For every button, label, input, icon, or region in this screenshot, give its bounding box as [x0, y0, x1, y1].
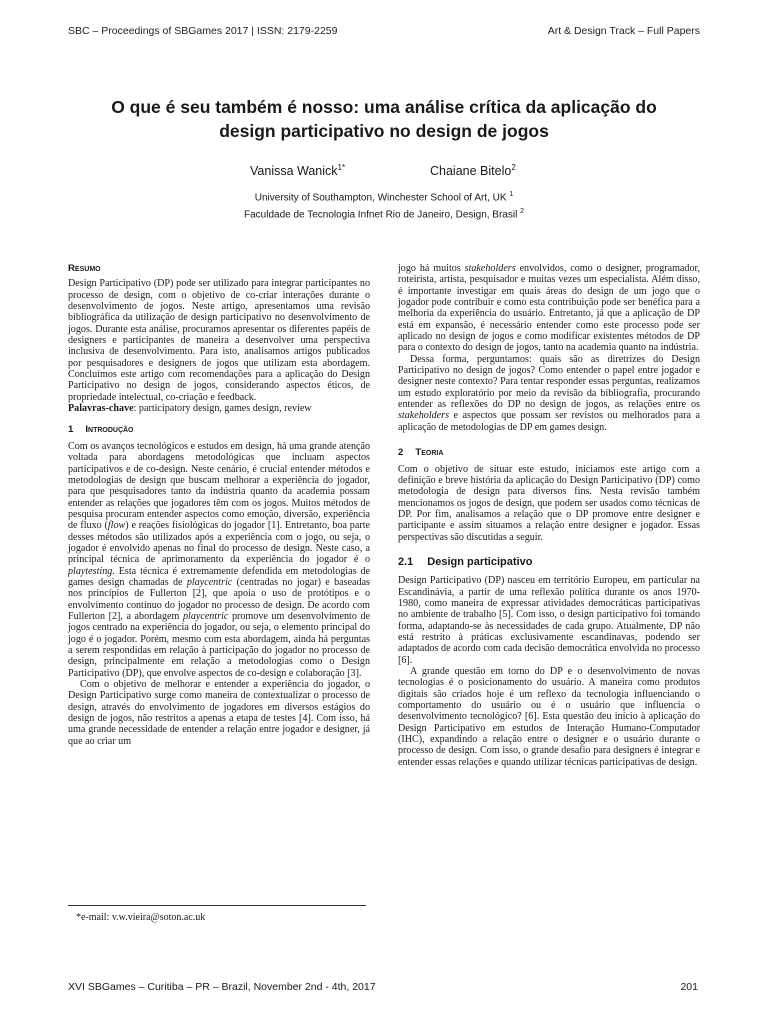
- text-run: Com os avanços tecnológicos e estudos em design, há uma grande atenção voltada para abordagens metodológicas que incluam aspectos participativos e de co-design. Neste cenário, é crucial entender métodos e metodologias de design que buscam melhorar a experiência do jogador, para que pesquisadores tanto da indústria quanto da academia possam entender as relações que jogadores têm com os jogos. Muitos métodos de pesquisa procuram entender aspectos como emoção, diversão, experiência de fluxo (: [68, 440, 370, 532]
- affiliation-sup: 2: [520, 208, 524, 215]
- section-title: Teoria: [415, 447, 444, 459]
- participatory-design-paragraph-2: A grande questão em torno do DP e o desenvolvimento de novas tecnologias é o posicionamento do usuário. A maneira como produtos digitais são criados hoje é um reflexo da tecnologia influenciando o comportamento do usuário ou é o usuário que influencia o desenvolvimento tecnológico? [6]. Esta questão deu início à aplicação do Design Participativo em estudos de Interação Humano-Computador (IHC), expandindo a relação entre o designer e o usuário durante o processo de design. Com isso, o grande desafio para designers é integrar e entender essas relações e quando utilizar técnicas participativas de design.: [398, 666, 700, 768]
- author-sup: 1*: [337, 163, 346, 172]
- title-line-2: design participativo no design de jogos: [219, 121, 549, 141]
- affiliation-text: University of Southampton, Winchester School of Art, UK: [254, 192, 510, 204]
- intro-paragraph-4: [398, 354, 700, 433]
- text-run: Dessa forma, perguntamos: quais são as diretrizes do Design Participativo no design de jogos? Como entender o papel entre jogador e designer neste contexto? Para tentar responder essas perguntas, realizamos um estudo exploratório por meio da revisão da bibliografia, procurando entender as reflexões do DP no design de jogos, as relações entre os: [398, 353, 700, 411]
- running-header-left: SBC – Proceedings of SBGames 2017 | ISSN: 2179-2259: [68, 25, 338, 37]
- author-2: [430, 163, 516, 178]
- section-2-heading: [398, 447, 700, 458]
- text-run: envolvidos, como o designer, programador, roteirista, artista, pesquisador e muitas vezes um especialista. Além disso, é importante investigar em quais áreas do design de um jogo que o jogador pode contribuir e como esta contribuição pode ser benéfica para a melhoria da experiência do usuário. Entretanto, já que a aplicação de DP está em expansão, é necessário entender como este processo pode ser aplicado no design de jogos e como modificar existentes métodos de DP para o contexto do design de jogos, tanto na academia quanto na indústria.: [398, 263, 700, 354]
- affiliation-sup: 1: [509, 191, 514, 198]
- section-title: Introdução: [85, 424, 134, 436]
- author-1: [250, 163, 345, 178]
- section-number: 1: [68, 424, 74, 436]
- term-stakeholders: stakeholders: [398, 410, 450, 422]
- running-header-right: Art & Design Track – Full Papers: [547, 25, 700, 37]
- intro-paragraph-3: [398, 263, 700, 354]
- author-name: Chaiane Bitelo: [430, 164, 512, 179]
- keywords: [68, 403, 370, 414]
- affiliation-2: [0, 208, 768, 220]
- text-run: jogo há muitos: [398, 263, 465, 274]
- keywords-label: Palavras-chave: [68, 403, 134, 415]
- intro-paragraph-2: Com o objetivo de melhorar e entender a experiência do jogador, o Design Participativo surge como maneira de contextualizar o processo de design, através do envolvimento de jogadores em diversos estágios do design de jogos, não restritos a apenas a etapa de testes [4]. Com isso, há uma grande necessidade de entender a relação entre jogador e designer, já que ao criar um: [68, 679, 370, 747]
- intro-paragraph-1: [68, 441, 370, 679]
- term-playcentric: playcentric: [186, 576, 233, 588]
- keywords-list: : participatory design, games design, review: [133, 403, 312, 415]
- participatory-design-paragraph-1: Design Participativo (DP) nasceu em território Europeu, em particular na Escandinávia, a partir de uma reflexão política durante os anos 1970-1980, como maneira de expressar atividades democráticas participativas no ambiente de trabalho [5]. Com isso, o design participativo foi tomando forma, adaptando-se às necessidades de cada grupo. Atualmente, DP não está restrito à práticas exclusivamente escandinavas, podendo ser adaptados de acordo com cada decisão democrática envolvida no processo [6].: [398, 575, 700, 666]
- title-line-1: O que é seu também é nosso: uma análise crítica da aplicação do: [111, 97, 657, 117]
- abstract-text: Design Participativo (DP) pode ser utilizado para integrar participantes no processo de design, com o objetivo de co-criar interações durante o desenvolvimento de jogos. Neste artigo, apresentamos uma revisão bibliográfica da utilização de design participativo no desenvolvimento de jogos. Durante esta análise, procuramos apresentar os diferentes papéis de designers e participantes de maneira a desenvolver uma perspectiva inclusiva de desenvolvimento. Para isto, analisamos artigos publicados por pesquisadores e designers de jogos que utilizam esta abordagem. Concluímos este artigo com recomendações para a aplicação do Design Participativo no design de jogos, considerando aspectos éticos, de propriedade intelectual, co-criação e feedback.: [68, 278, 370, 403]
- section-number: 2.1: [398, 555, 414, 568]
- page-number: 201: [680, 981, 698, 993]
- footnote-email: *e-mail: v.w.vieira@soton.ac.uk: [76, 912, 206, 923]
- text-run: promove um desenvolvimento de jogos centrado na experiência do jogador, ou seja, o elemento principal do jogo é o jogador. Porém, mesmo com esta abordagem, ainda há perguntas a serem respondidas em relação à participação do jogador no processo de design, principalmente em relação a metodologias como o Design Participativo (DP), que envolve aspectos de co-design e colaboração [3].: [68, 610, 370, 679]
- theory-paragraph-1: Com o objetivo de situar este estudo, iniciamos este artigo com a definição e breve história da aplicação do Design Participativo (DP) como metodologia de design para diversos fins. Nesta revisão também mencionamos os jogos de design, que podem ser usados como técnicas de DP. Por fim, analisamos a relação que o DP promove entre designer e participante e assim situamos a relação entre designer e jogador. Essas perspectivas são discutidas a seguir.: [398, 463, 700, 543]
- term-flow: flow: [107, 520, 126, 532]
- abstract-heading: Resumo: [68, 263, 101, 274]
- section-1-heading: [68, 424, 370, 435]
- author-name: Vanissa Wanick: [250, 164, 338, 179]
- conference-footer: XVI SBGames – Curitiba – PR – Brazil, November 2nd - 4th, 2017: [68, 981, 376, 993]
- section-2-1-heading: [398, 557, 700, 568]
- left-column: [68, 263, 370, 747]
- right-column: [398, 263, 700, 768]
- term-playtesting: playtesting: [68, 565, 113, 577]
- term-stakeholders: stakeholders: [464, 263, 516, 274]
- author-sup: 2: [511, 163, 516, 172]
- term-playcentric: playcentric: [182, 610, 229, 622]
- text-run: . Esta técnica é extremamente defendida em metodologias de games design chamadas de: [68, 565, 370, 588]
- footnote-rule: [68, 905, 366, 906]
- text-run: (centradas no jogar) e baseadas nos princípios de Fullerton [2], que apoia o uso de protótipos e o envolvimento contínuo do jogador no processo de design. De acordo com Fullerton [2], a abordagem: [68, 576, 370, 622]
- section-number: 2: [398, 447, 404, 459]
- section-title: Design participativo: [427, 555, 533, 568]
- text-run: e aspectos que possam ser revistos ou melhorados para a aplicação de metodologias de DP em games design.: [398, 410, 700, 433]
- text-run: ) e reações fisiológicas do jogador [1]. Entretanto, boa parte desses métodos são utilizados após a experiência com o jogo, ou seja, o jogador é envolvido apenas no final do processo de design. Neste caso, a principal técnica de aprimoramento da experiência do jogador é o: [68, 520, 370, 566]
- affiliation-1: [0, 191, 768, 203]
- paper-title: [60, 95, 708, 143]
- affiliation-text: Faculdade de Tecnologia Infnet Rio de Janeiro, Design, Brasil: [244, 209, 521, 221]
